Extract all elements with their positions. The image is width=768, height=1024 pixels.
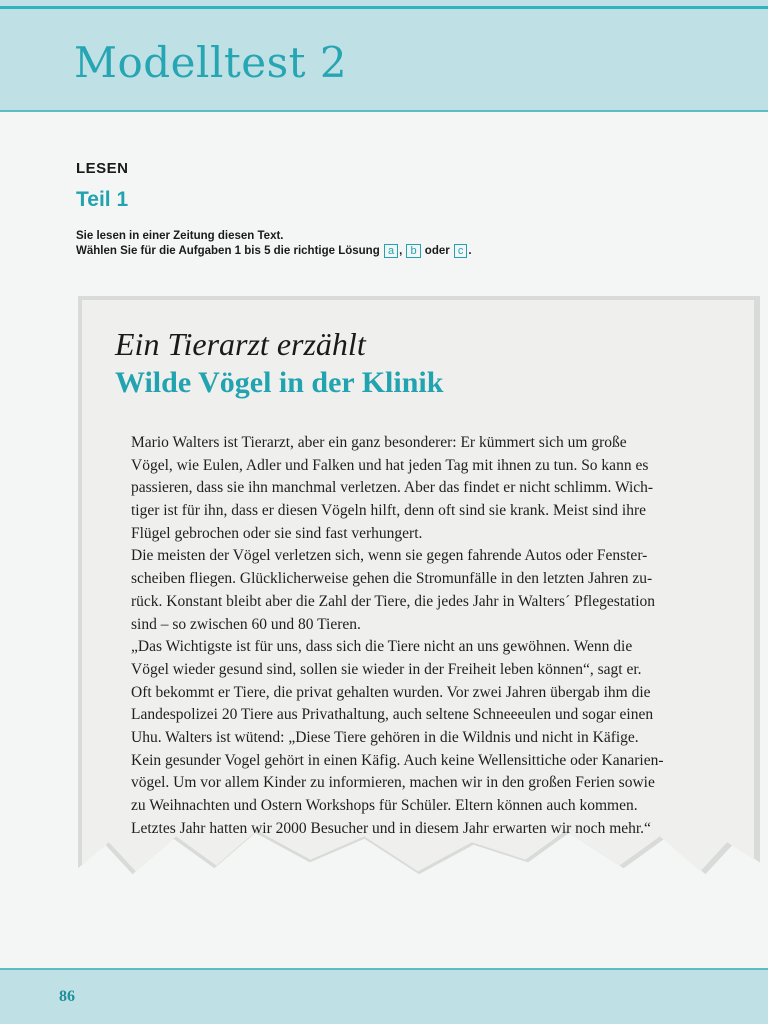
page-number: 86 [59,988,75,1005]
instruction-line-2 [76,244,472,259]
header-bottom-rule [0,110,768,112]
article-line: Mario Walters ist Tierarzt, aber ein ganz besonderer: Er kümmert sich um große [131,434,627,451]
article-line: zu Weihnachten und Ostern Workshops für Schüler. Eltern können auch kommen. [131,797,638,814]
teil-title: Teil 1 [76,188,129,211]
footer-top-rule [0,968,768,970]
footer-band [0,968,768,1024]
article-headline: Wilde Vögel in der Klinik [115,366,444,399]
article-line: Landespolizei 20 Tiere aus Privathaltung, auch seltene Schneeeulen und sogar einen [131,706,654,724]
article-line: scheiben fliegen. Glücklicherweise gehen die Stromunfälle in den letzten Jahren zu- [131,570,653,588]
article-line: Oft bekommt er Tiere, die privat gehalten wurden. Vor zwei Jahren übergab ihm die [131,683,651,701]
article-line: passieren, dass sie ihn manchmal verletzen. Aber das findet er nicht schlimm. Wich- [131,479,654,497]
page-title: Modelltest 2 [74,38,348,87]
article-line: rück. Konstant bleibt aber die Zahl der Tiere, die jedes Jahr in Walters´ Pflegestation [131,592,656,610]
instructions [76,229,472,259]
option-c-box: c [454,244,468,258]
article-line: Uhu. Walters ist wütend: „Diese Tiere gehören in die Wildnis und nicht in Käfige. [131,728,639,746]
article-line: Letztes Jahr hatten wir 2000 Besucher und in diesem Jahr erwarten wir noch mehr.“ [131,819,651,837]
separator-comma: , [399,245,403,257]
option-a-box: a [384,244,398,258]
article-line: „Das Wichtigste ist für uns, dass sich die Tiere nicht an uns gewöhnen. Wenn die [131,638,633,656]
section-label: LESEN [76,160,129,177]
article-line: Kein gesunder Vogel gehört in einen Käfig. Auch keine Wellensittiche oder Kanarien- [131,751,664,769]
article-line: Flügel gebrochen oder sie sind fast verhungert. [131,524,423,542]
option-b-box: b [406,244,420,258]
article-line: vögel. Um vor allem Kinder zu informieren, machen wir in den großen Ferien sowie [131,774,655,792]
instruction-line-2-text: Wählen Sie für die Aufgaben 1 bis 5 die richtige Lösung [76,245,380,257]
article-kicker: Ein Tierarzt erzählt [115,326,366,362]
instruction-end: . [468,245,472,257]
instruction-line-1: Sie lesen in einer Zeitung diesen Text. [76,230,284,242]
article-body [131,432,691,840]
article-line: sind – so zwischen 60 und 80 Tieren. [131,615,361,633]
article-line: Vögel, wie Eulen, Adler und Falken und hat jeden Tag mit ihnen zu tun. So kann es [131,456,649,474]
header-top-rule [0,6,768,9]
separator-oder: oder [424,245,450,257]
article-line: Die meisten der Vögel verletzen sich, wenn sie gegen fahrende Autos oder Fenster- [131,547,648,565]
article-line: tiger ist für ihn, dass er diesen Vögeln hilft, denn oft sind sie krank. Meist sind ihre [131,502,647,520]
article-line: Vögel wieder gesund sind, sollen sie wieder in der Freiheit leben können“, sagt er. [131,660,642,678]
